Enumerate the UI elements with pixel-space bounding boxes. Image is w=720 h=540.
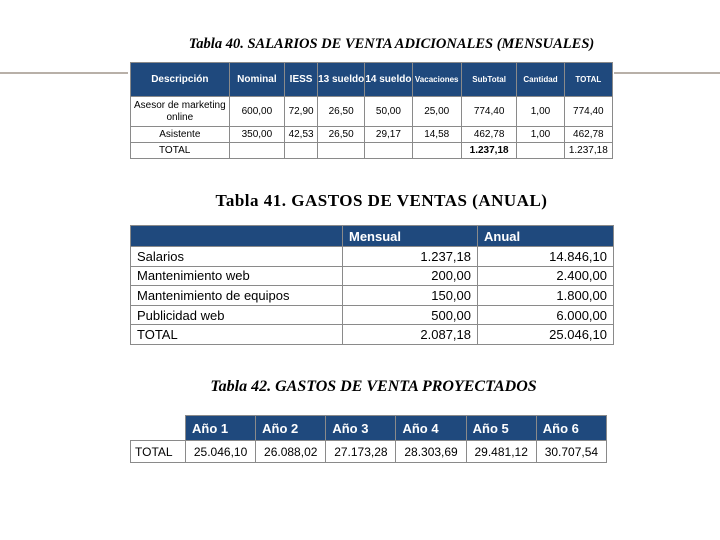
table-41-block	[130, 190, 613, 348]
table-row	[131, 441, 607, 463]
table-row	[131, 286, 614, 306]
cell-label: Salarios	[131, 247, 343, 267]
cell: 462,78	[461, 127, 516, 143]
table-row	[131, 247, 614, 267]
table-40-block	[130, 34, 613, 162]
row-label: TOTAL	[131, 441, 186, 463]
table-40-header-row	[131, 63, 613, 97]
header-13-sueldo: 13 sueldo	[318, 63, 365, 97]
decorative-line-right	[614, 72, 720, 74]
total-value: 1.237,18	[564, 143, 612, 159]
cell: 350,00	[229, 127, 284, 143]
cell: 774,40	[564, 97, 612, 127]
cell: 200,00	[343, 266, 478, 286]
table-40-total-row	[131, 143, 613, 159]
cell-label: Mantenimiento de equipos	[131, 286, 343, 306]
table-40-title: Tabla 40. SALARIOS DE VENTA ADICIONALES (MENSUALES)	[188, 36, 595, 52]
cell: 26,50	[318, 97, 365, 127]
table-row	[131, 325, 614, 345]
cell: 1,00	[517, 97, 564, 127]
cell: 72,90	[285, 97, 318, 127]
cell-desc: Asistente	[131, 127, 230, 143]
cell-empty	[229, 143, 284, 159]
header-ano-4: Año 4	[396, 416, 466, 441]
header-ano-1: Año 1	[186, 416, 256, 441]
cell: 42,53	[285, 127, 318, 143]
table-42-block	[130, 375, 607, 467]
total-subtotal: 1.237,18	[461, 143, 516, 159]
cell: 28.303,69	[396, 441, 466, 463]
header-vacaciones: Vacaciones	[412, 63, 461, 97]
cell: 462,78	[564, 127, 612, 143]
cell-empty	[517, 143, 564, 159]
cell-desc: Asesor de marketing online	[131, 97, 230, 127]
table-42-header-row	[131, 416, 607, 441]
header-nominal: Nominal	[229, 63, 284, 97]
cell: 14,58	[412, 127, 461, 143]
cell: 30.707,54	[536, 441, 606, 463]
cell: 600,00	[229, 97, 284, 127]
cell-empty	[365, 143, 412, 159]
header-total: TOTAL	[564, 63, 612, 97]
table-42-title: Tabla 42. GASTOS DE VENTA PROYECTADOS	[210, 378, 537, 395]
cell: 1.800,00	[478, 286, 614, 306]
header-14-sueldo: 14 sueldo	[365, 63, 412, 97]
header-empty	[131, 226, 343, 247]
cell: 1.237,18	[343, 247, 478, 267]
header-anual: Anual	[478, 226, 614, 247]
cell-label: Mantenimiento web	[131, 266, 343, 286]
cell: 6.000,00	[478, 305, 614, 325]
cell: 26,50	[318, 127, 365, 143]
cell: 500,00	[343, 305, 478, 325]
header-ano-5: Año 5	[466, 416, 536, 441]
header-ano-3: Año 3	[326, 416, 396, 441]
cell: 29,17	[365, 127, 412, 143]
cell: 27.173,28	[326, 441, 396, 463]
cell: 1,00	[517, 127, 564, 143]
table-row	[131, 266, 614, 286]
table-41	[130, 225, 614, 345]
header-iess: IESS	[285, 63, 318, 97]
cell-empty	[318, 143, 365, 159]
table-row	[131, 97, 613, 127]
cell-empty	[285, 143, 318, 159]
table-row	[131, 127, 613, 143]
cell: 2.400,00	[478, 266, 614, 286]
cell: 774,40	[461, 97, 516, 127]
cell: 26.088,02	[256, 441, 326, 463]
table-40	[130, 62, 613, 159]
table-41-title: Tabla 41. GASTOS DE VENTAS (ANUAL)	[215, 191, 548, 210]
header-mensual: Mensual	[343, 226, 478, 247]
decorative-line-left	[0, 72, 128, 74]
table-41-header-row	[131, 226, 614, 247]
cell-empty	[412, 143, 461, 159]
cell-label: Publicidad web	[131, 305, 343, 325]
cell: 14.846,10	[478, 247, 614, 267]
cell-label: TOTAL	[131, 325, 343, 345]
cell: 50,00	[365, 97, 412, 127]
table-row	[131, 305, 614, 325]
cell: 29.481,12	[466, 441, 536, 463]
cell: 150,00	[343, 286, 478, 306]
cell: 25,00	[412, 97, 461, 127]
total-label: TOTAL	[131, 143, 230, 159]
header-cantidad: Cantidad	[517, 63, 564, 97]
header-ano-2: Año 2	[256, 416, 326, 441]
header-subtotal: SubTotal	[461, 63, 516, 97]
cell: 2.087,18	[343, 325, 478, 345]
table-42	[130, 415, 607, 463]
cell: 25.046,10	[186, 441, 256, 463]
header-blank	[131, 416, 186, 441]
cell: 25.046,10	[478, 325, 614, 345]
header-ano-6: Año 6	[536, 416, 606, 441]
header-descripcion: Descripción	[131, 63, 230, 97]
